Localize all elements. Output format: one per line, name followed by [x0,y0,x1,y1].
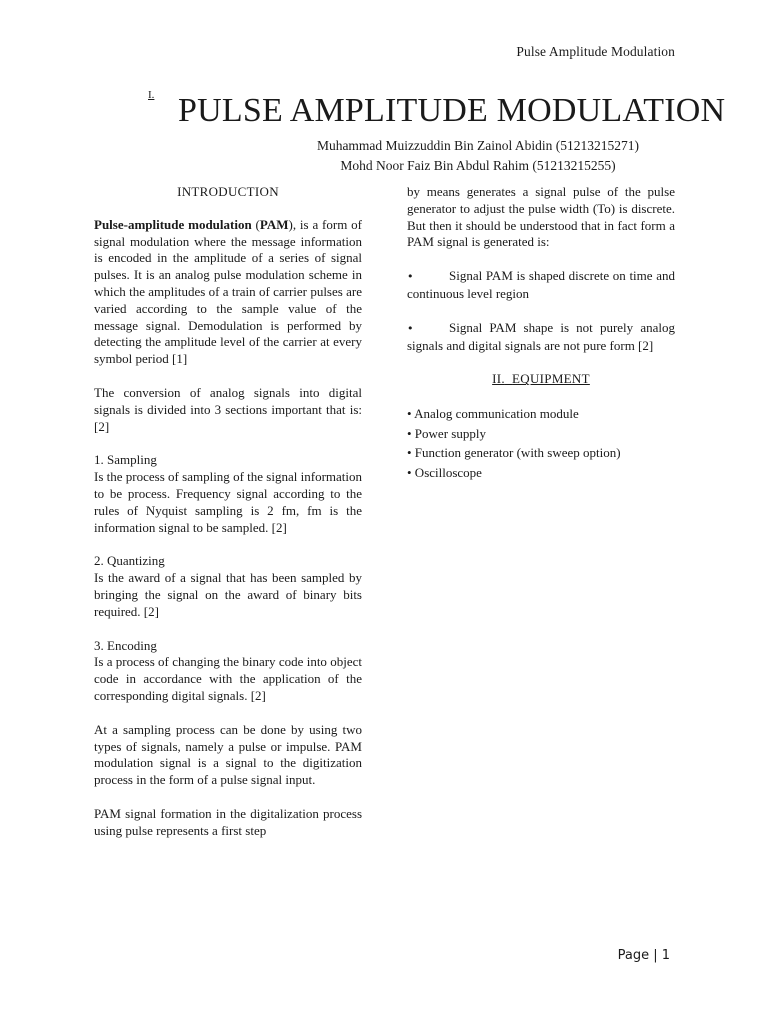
equipment-list [407,404,675,482]
intro-paragraph-3: At a sampling process can be done by using two types of signals, namely a pulse or impulse. PAM modulation signal is a signal to the digitization process in the form of a pulse signal input. [94,721,362,788]
list-item-sampling [94,452,362,536]
list-item-body: Is the process of sampling of the signal information to be process. Frequency signal according to the rules of Nyquist sampling is 2 fm, fm is the information signal to be sampled. [2] [94,469,362,535]
continuation-paragraph: by means generates a signal pulse of the pulse generator to adjust the pulse width (To) is discrete. But then it should be understood that in fact form a PAM signal is generated is: [407,184,675,250]
intro-paragraph-2: The conversion of analog signals into digital signals is divided into 3 sections important that is: [2] [94,384,362,434]
intro-paragraph-1 [94,217,362,368]
list-item-encoding [94,638,362,705]
section-number-one: I. [148,89,155,101]
list-item-title: 3. Encoding [94,637,157,653]
list-item-body: Is the award of a signal that has been sampled by bringing the signal on the award of binary bits required. [2] [94,570,362,619]
equipment-item: • Power supply [407,425,486,441]
bullet-text: Signal PAM shape is not purely analog signals and digital signals are not pure form [2] [407,319,675,353]
equipment-heading [407,371,675,388]
bullet-dot: • [407,321,414,335]
running-header: Pulse Amplitude Modulation [516,44,675,59]
equipment-title: EQUIPMENT [512,371,590,387]
equipment-item: • Oscilloscope [407,464,482,480]
pam-definition: ), is a form of signal modulation where the message information is encoded in the amplitude of a series of signal pulses. It is an analog pulse modulation scheme in which the amplitudes of a train of carrier pulses are varied according to the sample value of the message signal. Demodulation is performed by detecting the amplitude level of the carrier at every symbol period [1] [94,216,362,367]
list-item-body: Is a process of changing the binary code into object code in accordance with the application of the corresponding digital signals. [2] [94,654,362,703]
list-item-quantizing [94,553,362,620]
pam-abbrev: PAM [259,216,289,232]
right-column [407,184,675,482]
list-item-title: 2. Quantizing [94,553,165,569]
bullet-text: Signal PAM is shaped discrete on time and continuous level region [407,268,675,301]
author-line-1: Muhammad Muizzuddin Bin Zainol Abidin (51213215271) [316,138,640,153]
left-column [94,184,362,840]
bullet-item-1 [407,268,675,303]
equipment-item: • Analog communication module [407,406,579,422]
introduction-heading: INTRODUCTION [177,184,279,199]
pam-open-paren: ( [251,216,260,232]
bullet-item-2 [407,320,675,355]
equipment-item: • Function generator (with sweep option) [407,445,621,461]
page-title: PULSE AMPLITUDE MODULATION [178,92,726,129]
page-number: Page | 1 [617,948,670,963]
intro-paragraph-4: PAM signal formation in the digitalization process using pulse represents a first step [94,805,362,838]
author-line-2: Mohd Noor Faiz Bin Abdul Rahim (51213215255) [340,158,616,173]
list-item-title: 1. Sampling [94,452,157,468]
author-list [200,136,756,176]
bullet-dot: • [407,270,414,284]
pam-term: Pulse-amplitude modulation [94,216,252,232]
equipment-number: II. [492,371,505,387]
